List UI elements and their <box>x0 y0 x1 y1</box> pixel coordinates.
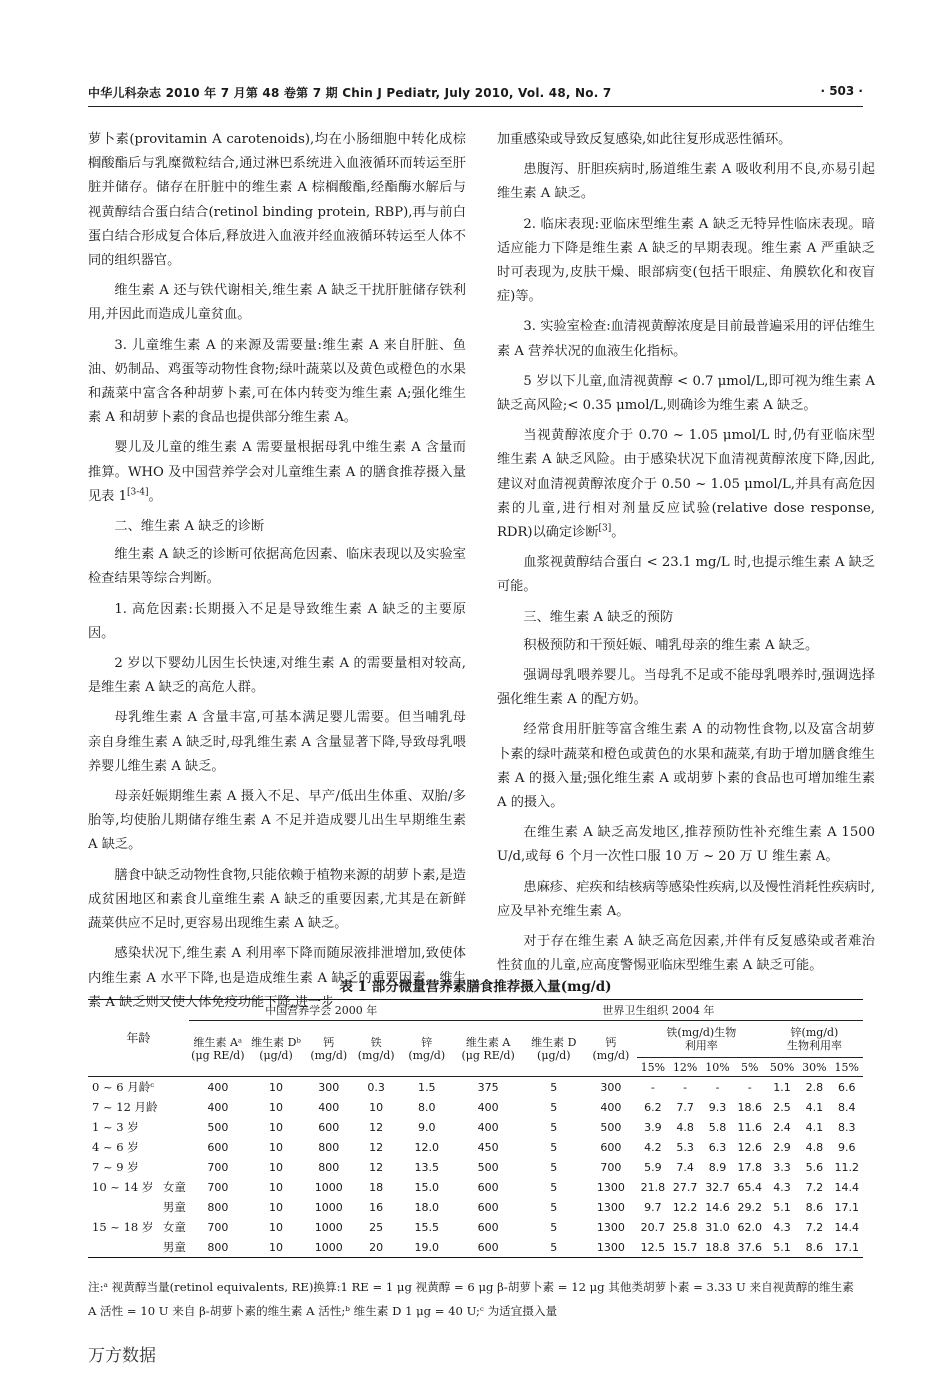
punctuation: 。 <box>148 488 162 504</box>
paragraph: 患麻疹、疟疾和结核病等感染性疾病,以及慢性消耗性疾病时,应及早补充维生素 A。 <box>497 879 875 919</box>
table-cell: 8.9 <box>708 1160 727 1174</box>
fe-bio-10: 10% <box>701 1058 733 1077</box>
cell-age: 1 ~ 3 岁 <box>92 1120 139 1134</box>
table-cell: 4.3 <box>773 1180 791 1194</box>
table-cell: 37.6 <box>734 1237 766 1258</box>
cell-sex <box>163 1077 189 1098</box>
table-cell: 17.8 <box>737 1160 762 1174</box>
table-cell: 20.7 <box>640 1220 666 1234</box>
fe-bio-5: 5% <box>734 1058 766 1077</box>
table-cell: 1.5 <box>417 1080 436 1094</box>
table-cell: 15.7 <box>669 1237 701 1258</box>
col-header-fe-cn <box>352 1021 399 1077</box>
table-cell: 9.7 <box>644 1200 662 1214</box>
table-cell: 1300 <box>596 1220 625 1234</box>
paragraph: 经常食用肝脏等富含维生素 A 的动物性食物,以及富含胡萝卜素的绿叶蔬菜和橙色或黄色的水果和蔬菜,有助于增加膳食维生素 A 的摄入量;强化维生素 A 或胡萝卜素的食品也可增加维生素 A 的摄入。 <box>497 722 875 811</box>
table-cell: 700 <box>207 1220 229 1234</box>
fe-bio-12: 12% <box>669 1058 701 1077</box>
table-cell: 12.5 <box>637 1237 669 1258</box>
header-unit: (mg/d) <box>408 1048 446 1062</box>
table-cell: 5 <box>550 1140 558 1154</box>
col-header-fe-who <box>637 1021 766 1058</box>
table-row <box>88 1157 863 1177</box>
group-header-who: 世界卫生组织 2004 年 <box>454 1000 863 1021</box>
table-cell: 600 <box>477 1180 499 1194</box>
paragraph: 患腹泻、肝胆疾病时,肠道维生素 A 吸收利用不良,亦易引起维生素 A 缺乏。 <box>497 162 875 202</box>
table-cell: 700 <box>600 1160 622 1174</box>
table-cell: 6.6 <box>838 1080 856 1094</box>
fe-bio-15: 15% <box>637 1058 669 1077</box>
header-label: 钙 <box>605 1035 617 1049</box>
table-cell: 7.2 <box>805 1180 824 1194</box>
table-cell: 10 <box>268 1200 283 1214</box>
table-row <box>88 1077 863 1098</box>
paragraph: 维生素 A 还与铁代谢相关,维生素 A 缺乏干扰肝脏储存铁利用,并因此而造成儿童贫血。 <box>88 283 466 323</box>
table-cell: 15.0 <box>414 1180 439 1194</box>
table-cell: 600 <box>600 1140 622 1154</box>
punctuation: 。 <box>611 525 625 541</box>
paragraph: 在维生素 A 缺乏高发地区,推荐预防性补充维生素 A 1500 U/d,或每 6 个月一次性口服 10 万 ~ 20 万 U 维生素 A。 <box>497 825 875 865</box>
table-cell: 6.2 <box>644 1100 662 1114</box>
paragraph: 对于存在维生素 A 缺乏高危因素,并伴有反复感染或者难治性贫血的儿童,应高度警惕亚临床型维生素 A 缺乏可能。 <box>497 934 875 974</box>
table-cell: 800 <box>207 1200 229 1214</box>
table-cell: 6.3 <box>708 1140 727 1154</box>
table-cell: 29.2 <box>737 1200 762 1214</box>
table-cell: 5.1 <box>766 1237 798 1258</box>
table-cell: 15.5 <box>414 1220 439 1234</box>
table-cell: 4.8 <box>676 1120 694 1134</box>
table-cell: 2.9 <box>773 1140 791 1154</box>
table-cell: 7.2 <box>805 1220 824 1234</box>
table-cell: 500 <box>477 1160 499 1174</box>
section-heading: 三、维生素 A 缺乏的预防 <box>523 609 674 625</box>
table-cell: 3.3 <box>773 1160 791 1174</box>
table-cell: 10 <box>268 1220 283 1234</box>
table-cell: 14.4 <box>834 1220 859 1234</box>
table-cell: 17.1 <box>831 1237 864 1258</box>
cell-age: 0 ~ 6 月龄ᶜ <box>92 1080 155 1094</box>
journal-citation: 中华儿科杂志 2010 年 7 月第 48 卷第 7 期 Chin J Pediatr, July 2010, Vol. 48, No. 7 <box>88 86 612 100</box>
table-caption: 表 1 部分微量营养素膳食推荐摄入量(mg/d) <box>339 979 612 995</box>
table-cell: 3.9 <box>644 1120 662 1134</box>
table-cell: 375 <box>477 1080 499 1094</box>
header-unit: (μg/d) <box>537 1048 571 1062</box>
paragraph: 母乳维生素 A 含量丰富,可基本满足婴儿需要。但当哺乳母亲自身维生素 A 缺乏时,母乳维生素 A 含量显著下降,导致母乳喂养婴儿维生素 A 缺乏。 <box>88 710 466 774</box>
table-cell: 12.2 <box>672 1200 698 1214</box>
table-row <box>88 1197 863 1217</box>
table-row <box>88 1177 863 1197</box>
table-cell: - <box>683 1080 688 1094</box>
table-cell: 600 <box>318 1120 340 1134</box>
table-cell: 5.8 <box>708 1120 727 1134</box>
table-cell: 700 <box>207 1180 229 1194</box>
table-cell: 1.1 <box>773 1080 791 1094</box>
header-label: 铁 <box>370 1035 382 1049</box>
cell-age: 10 ~ 14 岁 <box>92 1180 154 1194</box>
table-cell: 450 <box>477 1140 499 1154</box>
table-cell: 8.6 <box>805 1200 824 1214</box>
table-cell: 5 <box>550 1200 558 1214</box>
header-unit: (μg/d) <box>259 1048 293 1062</box>
table-cell: 10 <box>268 1080 283 1094</box>
header-unit: (mg/d) <box>357 1048 395 1062</box>
table-cell: 10 <box>369 1100 384 1114</box>
paragraph: 加重感染或导致反复感染,如此往复形成恶性循环。 <box>497 132 792 147</box>
header-label: 钙 <box>323 1035 335 1049</box>
table-cell: 300 <box>318 1080 340 1094</box>
table-cell: 16 <box>369 1200 384 1214</box>
table-cell: 65.4 <box>737 1180 762 1194</box>
table-cell: 25 <box>369 1220 384 1234</box>
header-label: 维生素 D <box>531 1035 577 1049</box>
table-cell: 12 <box>369 1120 384 1134</box>
table-cell: 5 <box>550 1220 558 1234</box>
table-cell: 400 <box>207 1100 229 1114</box>
table-cell: 4.3 <box>773 1220 791 1234</box>
col-header-vita-cn <box>189 1021 247 1077</box>
table-cell: 400 <box>318 1100 340 1114</box>
table-cell: 5 <box>550 1120 558 1134</box>
table-cell: 62.0 <box>737 1220 762 1234</box>
table-cell: 1000 <box>314 1200 343 1214</box>
cell-sex: 女童 <box>162 1220 186 1234</box>
table-cell: 800 <box>318 1140 340 1154</box>
table-cell: 5 <box>550 1080 558 1094</box>
col-header-age: 年龄 <box>88 1000 189 1077</box>
col-header-vita-who <box>454 1021 523 1077</box>
table-cell: 1300 <box>585 1237 637 1258</box>
cell-age: 15 ~ 18 岁 <box>92 1220 154 1234</box>
table-cell: 5.1 <box>773 1200 791 1214</box>
table-cell: 9.3 <box>708 1100 727 1114</box>
header-label: 利用率 <box>684 1039 718 1052</box>
paragraph: 5 岁以下儿童,血清视黄醇 < 0.7 μmol/L,即可视为维生素 A 缺乏高风险;< 0.35 μmol/L,则确诊为维生素 A 缺乏。 <box>497 373 875 414</box>
table-cell: 18 <box>369 1180 384 1194</box>
table-cell: 0.3 <box>367 1080 385 1094</box>
cell-sex: 男童 <box>163 1237 189 1258</box>
paragraph: 3. 儿童维生素 A 的来源及需要量:维生素 A 来自肝脏、鱼油、奶制品、鸡蛋等动物性食物;绿叶蔬菜以及黄色或橙色的水果和蔬菜中富含各种胡萝卜素,可在体内转变为维生素 A;强化维生素 A 和胡萝卜素的食品也提供部分维生素 A。 <box>88 337 466 426</box>
table-cell: 8.0 <box>417 1100 436 1114</box>
table-cell: 1000 <box>314 1180 343 1194</box>
cell-sex <box>163 1157 189 1177</box>
table-cell: 11.2 <box>834 1160 859 1174</box>
cell-age <box>88 1237 163 1258</box>
table-cell: 1000 <box>314 1220 343 1234</box>
table-cell: 400 <box>207 1080 229 1094</box>
table-cell: 1000 <box>305 1237 352 1258</box>
table-cell: 1300 <box>596 1200 625 1214</box>
header-label: 维生素 A <box>465 1035 511 1049</box>
cell-sex <box>163 1097 189 1117</box>
table-cell: 18.8 <box>701 1237 733 1258</box>
cell-sex <box>163 1137 189 1157</box>
table-cell: 13.5 <box>414 1160 439 1174</box>
table-cell: 400 <box>600 1100 622 1114</box>
table-cell: - <box>715 1080 720 1094</box>
table-cell: 800 <box>189 1237 247 1258</box>
group-header-cn: 中国营养学会 2000 年 <box>189 1000 454 1021</box>
table-body <box>88 1077 863 1258</box>
table-cell: 4.8 <box>805 1140 824 1154</box>
table-cell: 5.9 <box>644 1160 662 1174</box>
header-unit: (μg RE/d) <box>461 1048 515 1062</box>
table-cell: 17.1 <box>834 1200 859 1214</box>
paragraph: 2 岁以下婴幼儿因生长快速,对维生素 A 的需要量相对较高,是维生素 A 缺乏的高危人群。 <box>88 656 466 696</box>
paragraph <box>497 424 875 545</box>
table-cell: 12.6 <box>737 1140 762 1154</box>
table-cell: 18.0 <box>414 1200 439 1214</box>
col-header-zn-cn <box>400 1021 454 1077</box>
table-cell: 1300 <box>596 1180 625 1194</box>
table-row <box>88 1237 863 1258</box>
table-cell: 19.0 <box>400 1237 454 1258</box>
citation-ref[interactable]: [3] <box>598 523 612 534</box>
paragraph: 感染状况下,维生素 A 利用率下降而随尿液排泄增加,致使体内维生素 A 水平下降,也是造成维生素 A 缺乏的重要因素。维生素 A 缺乏则又使人体免疫功能下降,进一步 <box>88 946 466 1010</box>
cell-age: 4 ~ 6 岁 <box>92 1140 139 1154</box>
header-label: 维生素 Dᵇ <box>251 1035 301 1049</box>
cell-sex: 女童 <box>162 1180 186 1194</box>
table-cell: 11.6 <box>737 1120 762 1134</box>
table-cell: 14.4 <box>834 1180 859 1194</box>
table-cell: 31.0 <box>705 1220 730 1234</box>
header-label: 锌(mg/d) <box>790 1026 839 1039</box>
table-cell: 27.7 <box>672 1180 698 1194</box>
header-label: 锌 <box>421 1035 433 1049</box>
table-cell: 10 <box>268 1180 283 1194</box>
table-cell: 600 <box>477 1220 499 1234</box>
cell-age: 7 ~ 9 岁 <box>92 1160 139 1174</box>
table-row <box>88 1137 863 1157</box>
paragraph: 2. 临床表现:亚临床型维生素 A 缺乏无特异性临床表现。暗适应能力下降是维生素 A 缺乏的早期表现。维生素 A 严重缺乏时可表现为,皮肤干燥、眼部病变(包括干眼症、角膜软化和夜盲症)等。 <box>497 216 875 305</box>
table-cell: 400 <box>477 1120 499 1134</box>
paragraph: 萝卜素(provitamin A carotenoids),均在小肠细胞中转化成棕榈酸酯后与乳糜微粒结合,通过淋巴系统进入血液循环而转运至肝脏并储存。储存在肝脏中的维生素 A 棕榈酸酯,经酯酶水解后与视黄醇结合蛋白结合(retinol binding protein, RBP),再与前白蛋白结合形成复合体后,释放进入血液并经血液循环转运至人体不同的组织器官。 <box>88 132 466 269</box>
page-number: · 503 · <box>820 84 863 98</box>
table-cell: 600 <box>207 1140 229 1154</box>
table-cell: 12 <box>369 1140 384 1154</box>
table-cell: 9.0 <box>417 1120 436 1134</box>
table-cell: 5 <box>550 1160 558 1174</box>
col-header-ca-who <box>585 1021 637 1077</box>
col-header-ca-cn <box>305 1021 352 1077</box>
table-cell: 9.6 <box>838 1140 856 1154</box>
table-cell: 5 <box>550 1100 558 1114</box>
nutrient-table <box>88 999 863 1258</box>
table-cell: 2.5 <box>773 1100 791 1114</box>
table-cell: 10 <box>268 1140 283 1154</box>
zn-bio-15: 15% <box>831 1058 864 1077</box>
table-cell: 21.8 <box>640 1180 666 1194</box>
zn-bio-50: 50% <box>766 1058 798 1077</box>
col-header-vitd-who <box>523 1021 585 1077</box>
table-cell: 800 <box>318 1160 340 1174</box>
col-header-zn-who <box>766 1021 863 1058</box>
header-rule <box>88 106 863 107</box>
table-cell: 4.1 <box>805 1120 824 1134</box>
table-cell: 600 <box>477 1200 499 1214</box>
table-cell: 5 <box>550 1180 558 1194</box>
running-header <box>88 84 863 104</box>
paragraph: 积极预防和干预妊娠、哺乳母亲的维生素 A 缺乏。 <box>523 637 819 653</box>
watermark-footer: 万方数据 <box>88 1346 156 1366</box>
paragraph: 1. 高危因素:长期摄入不足是导致维生素 A 缺乏的主要原因。 <box>88 601 466 641</box>
table-cell: - <box>747 1080 752 1094</box>
table-cell: 600 <box>454 1237 523 1258</box>
paragraph: 膳食中缺乏动物性食物,只能依赖于植物来源的胡萝卜素,是造成贫困地区和素食儿童维生素 A 缺乏的重要因素,尤其是在新鲜蔬菜供应不足时,更容易出现维生素 A 缺乏。 <box>88 867 466 932</box>
table-row <box>88 1117 863 1137</box>
cell-sex <box>163 1117 189 1137</box>
table-cell: 7.7 <box>676 1100 694 1114</box>
table-cell: 8.6 <box>798 1237 830 1258</box>
table-cell: 10 <box>268 1100 283 1114</box>
table-cell: 32.7 <box>705 1180 730 1194</box>
paragraph-text: 婴儿及儿童的维生素 A 需要量根据母乳中维生素 A 含量而推算。WHO 及中国营养学会对儿童维生素 A 的膳食推荐摄入量见表 1 <box>88 440 466 504</box>
table-cell: 4.1 <box>805 1100 824 1114</box>
table-cell: 2.8 <box>805 1080 824 1094</box>
header-label: 维生素 Aᵃ <box>193 1035 243 1049</box>
cell-sex: 男童 <box>162 1200 186 1214</box>
cell-age: 7 ~ 12 月龄 <box>92 1100 158 1114</box>
table-cell: 700 <box>207 1160 229 1174</box>
paragraph: 3. 实验室检查:血清视黄醇浓度是目前最普遍采用的评估维生素 A 营养状况的血液生化指标。 <box>497 319 875 359</box>
header-unit: (μg RE/d) <box>191 1048 245 1062</box>
table-cell: 8.4 <box>838 1100 856 1114</box>
table-cell: 10 <box>268 1120 283 1134</box>
header-unit: (mg/d) <box>592 1048 630 1062</box>
table-cell: 18.6 <box>737 1100 762 1114</box>
paragraph-text: 当视黄醇浓度介于 0.70 ~ 1.05 μmol/L 时,仍有亚临床型维生素 A 缺乏风险。由于感染状况下血清视黄醇浓度下降,因此,建议对血清视黄醇浓度介于 0.50 ~ 1.05 μmol/L,并具有高危因素的儿童,进行相对剂量反应试验(relative dose response, RDR)以确定诊断 <box>497 428 875 541</box>
table-cell: 12.0 <box>414 1140 439 1154</box>
table-note: 注:ᵃ 视黄醇当量(retinol equivalents, RE)换算:1 RE = 1 μg 视黄醇 = 6 μg β-胡萝卜素 = 12 μg 其他类胡萝卜素 = 3.33 U 来自视黄醇的维生素 A 活性 = 10 U 来自 β-胡萝卜素的维生素 A 活性;ᵇ 维生素 D 1 μg = 40 U;ᶜ 为适宜摄入量 <box>88 1280 854 1318</box>
table-cell: 14.6 <box>705 1200 730 1214</box>
paragraph: 维生素 A 缺乏的诊断可依据高危因素、临床表现以及实验室检查结果等综合判断。 <box>88 547 466 587</box>
table-cell: 500 <box>600 1120 622 1134</box>
cell-age <box>88 1197 163 1217</box>
table-cell: 10 <box>268 1160 283 1174</box>
left-column <box>88 128 466 1021</box>
table-cell: 12 <box>369 1160 384 1174</box>
table-row <box>88 1217 863 1237</box>
paragraph <box>88 436 466 509</box>
table-cell: 25.8 <box>672 1220 698 1234</box>
table-cell: 4.2 <box>644 1140 662 1154</box>
table-cell: - <box>650 1080 655 1094</box>
header-label: 生物利用率 <box>786 1039 842 1052</box>
right-column <box>497 128 875 985</box>
paragraph: 血浆视黄醇结合蛋白 < 23.1 mg/L 时,也提示维生素 A 缺乏可能。 <box>497 555 875 595</box>
table-cell: 7.4 <box>676 1160 694 1174</box>
col-header-vitd-cn <box>247 1021 305 1077</box>
table-cell: 400 <box>477 1100 499 1114</box>
header-label: 铁(mg/d)生物 <box>666 1026 737 1039</box>
table-cell: 8.3 <box>838 1120 856 1134</box>
header-unit: (mg/d) <box>310 1048 348 1062</box>
table-row <box>88 1097 863 1117</box>
paragraph: 母亲妊娠期维生素 A 摄入不足、早产/低出生体重、双胎/多胎等,均使胎儿期储存维生素 A 不足并造成婴儿出生早期维生素 A 缺乏。 <box>88 789 466 853</box>
citation-ref[interactable]: [3-4] <box>126 487 149 498</box>
paragraph: 强调母乳喂养婴儿。当母乳不足或不能母乳喂养时,强调选择强化维生素 A 的配方奶。 <box>497 668 875 708</box>
zn-bio-30: 30% <box>798 1058 830 1077</box>
table-cell: 2.4 <box>773 1120 791 1134</box>
table-cell: 20 <box>352 1237 399 1258</box>
table-cell: 5 <box>523 1237 585 1258</box>
table-cell: 300 <box>600 1080 622 1094</box>
section-heading: 二、维生素 A 缺乏的诊断 <box>114 519 265 535</box>
table-cell: 5.6 <box>805 1160 824 1174</box>
table-cell: 5.3 <box>676 1140 694 1154</box>
table-cell: 500 <box>207 1120 229 1134</box>
table-cell: 10 <box>247 1237 305 1258</box>
